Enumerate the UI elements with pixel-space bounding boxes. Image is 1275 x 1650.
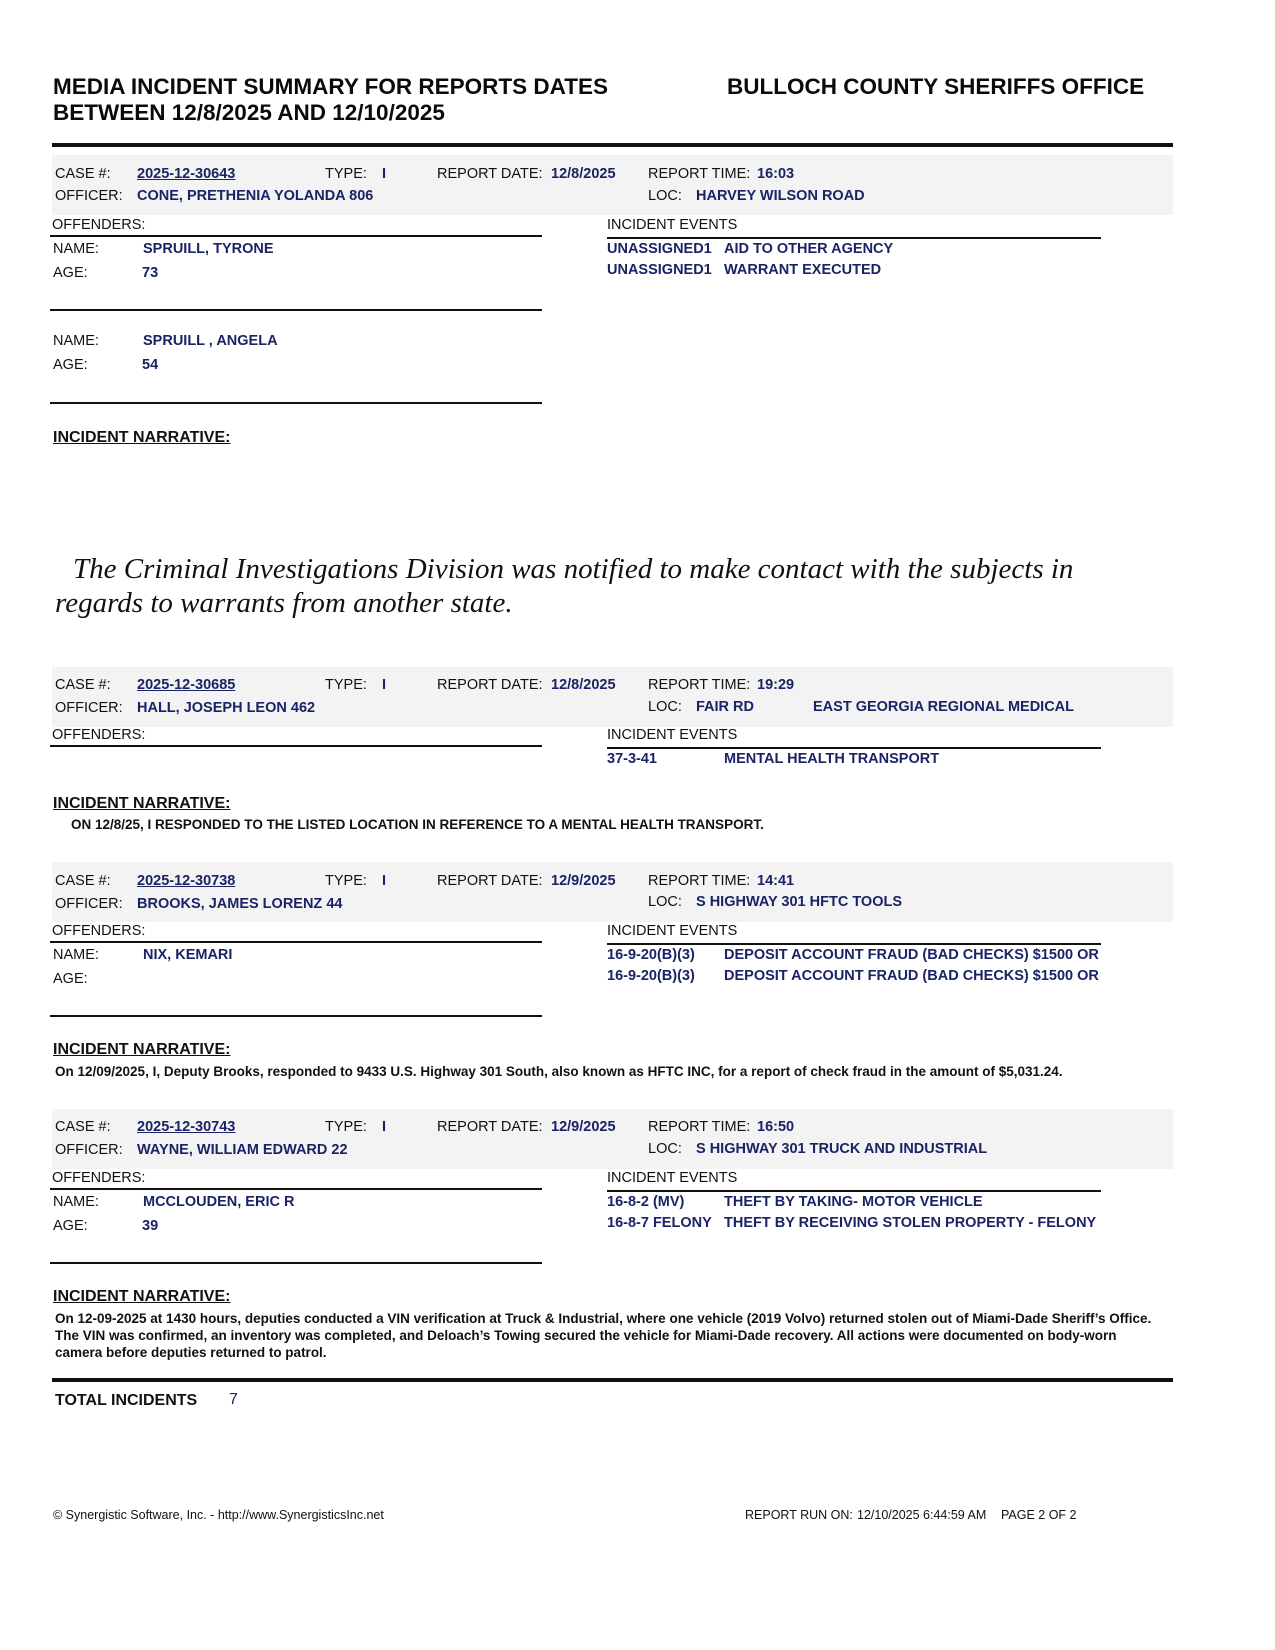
officer-value: WAYNE, WILLIAM EDWARD 22 <box>137 1142 348 1158</box>
case-header-band <box>52 667 1173 727</box>
offender-name: NIX, KEMARI <box>143 947 233 963</box>
offender-age: 39 <box>142 1218 159 1234</box>
case-header-band <box>52 155 1173 215</box>
agency-name: BULLOCH COUNTY SHERIFFS OFFICE <box>727 74 1145 99</box>
type-value: I <box>382 166 387 182</box>
offender-age-label: AGE: <box>53 357 88 373</box>
event-description: THEFT BY RECEIVING STOLEN PROPERTY - FELONY <box>724 1215 1097 1231</box>
offenders-rule <box>50 941 542 943</box>
total-incidents-count: 7 <box>229 1391 238 1408</box>
type-label: TYPE: <box>325 166 367 182</box>
offender-separator <box>50 1015 542 1017</box>
offenders-label: OFFENDERS: <box>52 217 146 233</box>
case-header-band <box>52 1109 1173 1169</box>
narrative-text: On 12-09-2025 at 1430 hours, deputies conducted a VIN verification at Truck & Industrial, where one vehicle (2019 Volvo) returned stolen out of Miami-Dade Sheriff’s Office. The VIN was confirmed, an inventory was completed, and Deloach’s Towing secured the vehicle for Miami-Dade recovery. All actions were documented on body-worn camera before deputies returned to patrol. <box>55 1311 1152 1360</box>
narrative-heading: INCIDENT NARRATIVE: <box>53 1288 231 1305</box>
narrative-text: The Criminal Investigations Division was notified to make contact with the subjects in regards to warrants from another state. <box>55 553 1074 619</box>
event-description: WARRANT EXECUTED <box>724 262 882 278</box>
event-code: 16-9-20(B)(3) <box>607 968 695 984</box>
offender-age: 54 <box>142 357 159 373</box>
incident-events-label: INCIDENT EVENTS <box>607 217 738 233</box>
narrative-heading: INCIDENT NARRATIVE: <box>53 1041 231 1058</box>
case-header-band <box>52 862 1173 922</box>
event-code: 16-9-20(B)(3) <box>607 947 695 963</box>
narrative-text: On 12/09/2025, I, Deputy Brooks, responded to 9433 U.S. Highway 301 South, also known as HFTC INC, for a report of check fraud in the amount of $5,031.24. <box>55 1064 1063 1079</box>
report-time-label: REPORT TIME: <box>648 677 751 693</box>
report-time-value: 16:03 <box>757 166 795 182</box>
events-rule <box>607 747 1101 749</box>
officer-value: CONE, PRETHENIA YOLANDA 806 <box>137 188 374 204</box>
case-number-link[interactable]: 2025-12-30685 <box>137 677 236 693</box>
case-number-label: CASE #: <box>55 873 111 889</box>
offender-separator <box>50 402 542 404</box>
type-label: TYPE: <box>325 1119 367 1135</box>
report-date-value: 12/8/2025 <box>551 677 616 693</box>
incident-events-label: INCIDENT EVENTS <box>607 923 738 939</box>
event-description: MENTAL HEALTH TRANSPORT <box>724 751 940 767</box>
header-divider <box>52 143 1173 147</box>
offenders-rule <box>50 1188 542 1190</box>
narrative-heading: INCIDENT NARRATIVE: <box>53 429 231 446</box>
case-number-label: CASE #: <box>55 1119 111 1135</box>
offender-separator <box>50 309 542 311</box>
offender-name: SPRUILL , ANGELA <box>143 333 278 349</box>
event-code: 37-3-41 <box>607 751 657 767</box>
report-date-label: REPORT DATE: <box>437 166 543 182</box>
officer-label: OFFICER: <box>55 188 123 204</box>
report-date-label: REPORT DATE: <box>437 677 543 693</box>
footer-page-number: PAGE 2 OF 2 <box>1001 1508 1077 1522</box>
report-title-line1: MEDIA INCIDENT SUMMARY FOR REPORTS DATES <box>53 74 609 99</box>
totals-divider <box>52 1378 1173 1382</box>
report-time-value: 16:50 <box>757 1119 795 1135</box>
narrative-text: ON 12/8/25, I RESPONDED TO THE LISTED LOCATION IN REFERENCE TO A MENTAL HEALTH TRANSPORT. <box>71 817 764 832</box>
event-code: UNASSIGNED1 <box>607 241 712 257</box>
officer-label: OFFICER: <box>55 700 123 716</box>
offender-name-label: NAME: <box>53 947 99 963</box>
loc-label: LOC: <box>648 699 682 715</box>
offender-name-label: NAME: <box>53 1194 99 1210</box>
report-title-line2: BETWEEN 12/8/2025 AND 12/10/2025 <box>53 100 445 125</box>
report-date-label: REPORT DATE: <box>437 1119 543 1135</box>
loc-value: FAIR RD <box>696 699 754 715</box>
case-number-label: CASE #: <box>55 677 111 693</box>
loc-value: HARVEY WILSON ROAD <box>696 188 865 204</box>
events-rule <box>607 1190 1101 1192</box>
officer-label: OFFICER: <box>55 896 123 912</box>
event-description: THEFT BY TAKING- MOTOR VEHICLE <box>724 1194 983 1210</box>
total-incidents-label: TOTAL INCIDENTS <box>55 1392 198 1409</box>
offenders-label: OFFENDERS: <box>52 727 146 743</box>
event-description: AID TO OTHER AGENCY <box>724 241 894 257</box>
offender-name-label: NAME: <box>53 333 99 349</box>
events-rule <box>607 237 1101 239</box>
report-time-label: REPORT TIME: <box>648 1119 751 1135</box>
offenders-rule <box>50 745 542 747</box>
report-time-value: 19:29 <box>757 677 795 693</box>
incident-events-label: INCIDENT EVENTS <box>607 1170 738 1186</box>
case-number-link[interactable]: 2025-12-30643 <box>137 166 236 182</box>
event-code: UNASSIGNED1 <box>607 262 712 278</box>
offender-age-label: AGE: <box>53 265 88 281</box>
type-label: TYPE: <box>325 677 367 693</box>
offender-name: MCCLOUDEN, ERIC R <box>143 1194 295 1210</box>
report-date-value: 12/8/2025 <box>551 166 616 182</box>
incident-events-label: INCIDENT EVENTS <box>607 727 738 743</box>
loc-value: S HIGHWAY 301 TRUCK AND INDUSTRIAL <box>696 1141 988 1157</box>
officer-value: BROOKS, JAMES LORENZ 44 <box>137 896 343 912</box>
loc-label: LOC: <box>648 1141 682 1157</box>
report-date-value: 12/9/2025 <box>551 873 616 889</box>
offender-name: SPRUILL, TYRONE <box>143 241 274 257</box>
officer-label: OFFICER: <box>55 1142 123 1158</box>
event-code: 16-8-7 FELONY <box>607 1215 712 1231</box>
offender-age-label: AGE: <box>53 1218 88 1234</box>
footer-copyright: © Synergistic Software, Inc. - http://www.SynergisticsInc.net <box>53 1508 384 1522</box>
events-rule <box>607 943 1101 945</box>
type-value: I <box>382 1119 387 1135</box>
type-value: I <box>382 677 387 693</box>
offenders-label: OFFENDERS: <box>52 923 146 939</box>
case-number-link[interactable]: 2025-12-30738 <box>137 873 236 889</box>
report-date-value: 12/9/2025 <box>551 1119 616 1135</box>
footer-run-value: 12/10/2025 6:44:59 AM <box>857 1508 987 1522</box>
event-description: DEPOSIT ACCOUNT FRAUD (BAD CHECKS) $1500 OR <box>724 968 1099 984</box>
case-number-label: CASE #: <box>55 166 111 182</box>
offender-separator <box>50 1262 542 1264</box>
report-time-label: REPORT TIME: <box>648 166 751 182</box>
loc-value: S HIGHWAY 301 HFTC TOOLS <box>696 894 903 910</box>
event-description: DEPOSIT ACCOUNT FRAUD (BAD CHECKS) $1500 OR <box>724 947 1099 963</box>
loc-label: LOC: <box>648 188 682 204</box>
offender-age: 73 <box>142 265 159 281</box>
event-code: 16-8-2 (MV) <box>607 1194 685 1210</box>
offenders-label: OFFENDERS: <box>52 1170 146 1186</box>
report-time-value: 14:41 <box>757 873 795 889</box>
type-value: I <box>382 873 387 889</box>
offenders-rule <box>50 235 542 237</box>
case-number-link[interactable]: 2025-12-30743 <box>137 1119 236 1135</box>
footer-run-label: REPORT RUN ON: <box>745 1508 853 1522</box>
loc-label: LOC: <box>648 894 682 910</box>
loc-secondary-value: EAST GEORGIA REGIONAL MEDICAL <box>813 699 1075 715</box>
narrative-heading: INCIDENT NARRATIVE: <box>53 795 231 812</box>
type-label: TYPE: <box>325 873 367 889</box>
officer-value: HALL, JOSEPH LEON 462 <box>137 700 316 716</box>
report-date-label: REPORT DATE: <box>437 873 543 889</box>
report-time-label: REPORT TIME: <box>648 873 751 889</box>
offender-name-label: NAME: <box>53 241 99 257</box>
offender-age-label: AGE: <box>53 971 88 987</box>
